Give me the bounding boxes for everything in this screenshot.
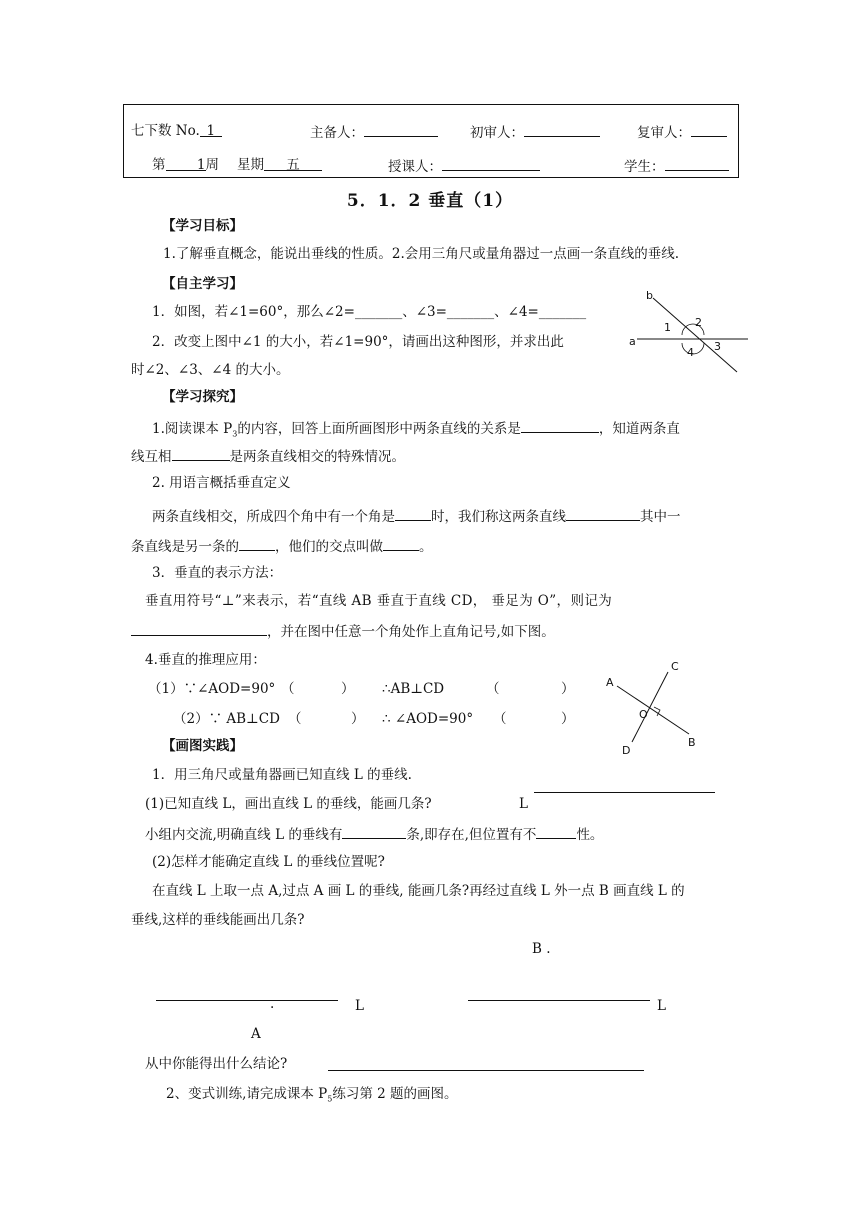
label-B: B <box>688 736 696 749</box>
line-l-1 <box>534 792 715 793</box>
explore-p3-line2 <box>131 621 555 641</box>
section-objectives: 【学习目标】 <box>162 218 243 234</box>
self-study-q2-line2: 时∠2、∠3、∠4 的大小。 <box>131 362 290 378</box>
label-angle-3: 3 <box>714 340 721 353</box>
conclusion-blank <box>328 1070 644 1071</box>
conclusion-label: 从中你能得出什么结论? <box>145 1056 288 1072</box>
line-l-label-3: L <box>657 998 666 1014</box>
practice-p3-a: 2、变式训练,请完成课本 P <box>166 1086 328 1102</box>
practice-p1-1: (1)已知直线 L，画出直线 L 的垂线，能画几条? <box>145 796 432 812</box>
explore-p3-line2-text: ，并在图中任意一个角处作上直角记号,如下图。 <box>267 624 555 640</box>
reasoning-2-paren-open-a: （ <box>288 711 302 727</box>
explore-p1-b: 的内容，回答上面所画图形中两条直线的关系是 <box>237 421 521 437</box>
reasoning-1-paren-close-a: ） <box>341 681 355 697</box>
preparer-blank <box>364 122 438 137</box>
explore-p1-line2-b: 是两条直线相交的特殊情况。 <box>229 449 405 465</box>
explore-p2-line1-c: 其中一 <box>640 509 681 525</box>
explore-p2-line2-b: ，他们的交点叫做 <box>275 539 383 555</box>
label-a: a <box>629 335 636 348</box>
blank-perpendicular <box>566 506 640 521</box>
section-practice: 【画图实践】 <box>162 738 243 754</box>
practice-p1-2 <box>145 824 603 844</box>
explore-p2-line2 <box>131 536 433 556</box>
reasoning-2-paren-close-a: ） <box>351 711 365 727</box>
weekday-field <box>237 156 322 174</box>
label-D: D <box>622 744 631 757</box>
preparer-field <box>310 122 438 142</box>
line-ab <box>617 686 689 734</box>
explore-p1-c: ，知道两条直 <box>598 421 680 437</box>
teacher-field <box>388 156 540 176</box>
label-C: C <box>671 660 679 673</box>
figure-perpendicular-lines <box>600 656 710 766</box>
weekday-label: 星期 <box>237 157 264 173</box>
blank-perpendicular-line <box>239 536 275 551</box>
blank-mutual <box>172 446 230 461</box>
line-b <box>653 298 737 372</box>
explore-p2-line1-a: 两条直线相交，所成四个角中有一个角是 <box>152 509 395 525</box>
explore-p2-line2-c: 。 <box>419 539 433 555</box>
explore-p2: 2. 用语言概括垂直定义 <box>152 475 291 491</box>
explore-p3: 3．垂直的表示方法： <box>152 565 283 581</box>
student-blank <box>665 156 729 171</box>
label-A: A <box>606 676 614 689</box>
practice-p1: 1．用三角尺或量角器画已知直线 L 的垂线. <box>152 767 412 783</box>
practice-p1-2-c: 性。 <box>576 827 604 843</box>
line-l-label-1: L <box>519 796 528 812</box>
grade-number <box>131 122 222 140</box>
point-b-label: B . <box>532 941 551 957</box>
second-reviewer-label: 复审人： <box>637 125 691 141</box>
week-value: 1 <box>166 156 206 171</box>
first-reviewer-label: 初审人： <box>470 125 524 141</box>
explore-p1-sub: 3 <box>232 429 238 439</box>
preparer-label: 主备人： <box>310 125 364 141</box>
week-field <box>152 156 219 174</box>
line-cd <box>632 672 668 742</box>
blank-foot <box>383 536 419 551</box>
explore-p3-line1: 垂直用符号“⊥”来表示，若“直线 AB 垂直于直线 CD， 垂足为 O”，则记为 <box>145 593 613 609</box>
reasoning-2-given: （2）∵ AB⊥CD <box>173 711 280 727</box>
teacher-blank <box>442 156 540 171</box>
explore-p2-line2-a: 条直线是另一条的 <box>131 539 239 555</box>
reasoning-2-paren-close-b: ） <box>561 711 575 727</box>
lesson-title: 5．1．2 垂直（1） <box>346 191 514 211</box>
explore-p1-line2-a: 线互相 <box>131 449 172 465</box>
reasoning-1-given: （1）∵∠AOD=90° <box>148 681 276 697</box>
explore-p1-a: 1.阅读课本 P <box>152 421 233 437</box>
first-reviewer-blank <box>524 122 600 137</box>
label-angle-4: 4 <box>687 346 694 359</box>
second-reviewer-blank <box>691 122 727 137</box>
grade-no-label: 七下数 No. <box>131 123 200 139</box>
practice-p2: (2)怎样才能确定直线 L 的垂线位置呢? <box>152 854 385 870</box>
explore-p4: 4.垂直的推理应用： <box>145 652 266 668</box>
explore-p2-line1-b: 时，我们称这两条直线 <box>431 509 566 525</box>
label-angle-1: 1 <box>664 321 671 334</box>
reasoning-row-1 <box>148 680 275 698</box>
blank-notation <box>131 621 267 636</box>
reasoning-1-paren-open-b: （ <box>486 681 500 697</box>
first-reviewer-field <box>470 122 600 142</box>
reasoning-2-paren-open-b: （ <box>493 711 507 727</box>
figure-intersecting-lines <box>625 286 755 376</box>
line-l-label-2: L <box>355 998 364 1014</box>
reasoning-1-paren-close-b: ） <box>561 681 575 697</box>
practice-p1-2-b: 条,即存在,但位置有不 <box>406 827 537 843</box>
second-reviewer-field <box>637 122 727 142</box>
blank-relation <box>521 418 599 433</box>
student-label: 学生： <box>624 159 665 175</box>
week-prefix: 第 <box>152 157 166 173</box>
teacher-label: 授课人： <box>388 159 442 175</box>
practice-p3-sub: 5 <box>327 1094 333 1104</box>
practice-p3 <box>166 1085 458 1109</box>
self-study-q2-line1: 2．改变上图中∠1 的大小，若∠1=90°，请画出这种图形，并求出此 <box>152 334 564 350</box>
label-O: O <box>639 708 648 721</box>
line-l-3 <box>468 1000 650 1001</box>
weekday-value: 五 <box>264 156 322 171</box>
explore-p1-line2 <box>131 446 405 466</box>
reasoning-1-conclusion: ∴AB⊥CD <box>382 681 445 697</box>
explore-p2-line1 <box>152 506 681 526</box>
label-b: b <box>646 289 653 302</box>
point-a-label: A <box>251 1026 261 1042</box>
week-suffix: 周 <box>205 157 219 173</box>
grade-no-value: 1 <box>200 122 222 137</box>
explore-p1 <box>152 418 680 444</box>
reasoning-1-paren-open-a: （ <box>281 681 295 697</box>
self-study-q1: 1．如图，若∠1=60°，那么∠2=_______、∠3=_______、∠4=_______ <box>152 304 587 320</box>
practice-p1-2-a: 小组内交流,明确直线 L 的垂线有 <box>145 827 343 843</box>
objectives-text: 1.了解垂直概念，能说出垂线的性质。2.会用三角尺或量角器过一点画一条直线的垂线. <box>163 246 680 262</box>
student-field <box>624 156 729 176</box>
practice-p2-line1: 在直线 L 上取一点 A,过点 A 画 L 的垂线, 能画几条?再经过直线 L 外一点 B 画直线 L 的 <box>152 883 685 899</box>
practice-p2-line2: 垂线,这样的垂线能画出几条? <box>131 912 305 928</box>
blank-count <box>342 824 406 839</box>
label-angle-2: 2 <box>695 316 702 329</box>
point-a-dot: . <box>270 996 275 1012</box>
blank-uniqueness <box>536 824 576 839</box>
section-explore: 【学习探究】 <box>162 389 243 405</box>
reasoning-2-conclusion: ∴ ∠AOD=90° <box>382 711 474 727</box>
practice-p3-b: 练习第 2 题的画图。 <box>332 1086 458 1102</box>
conclusion-question <box>145 1055 287 1073</box>
section-self-study: 【自主学习】 <box>162 276 243 292</box>
line-l-2 <box>156 1000 338 1001</box>
blank-angle <box>395 506 431 521</box>
